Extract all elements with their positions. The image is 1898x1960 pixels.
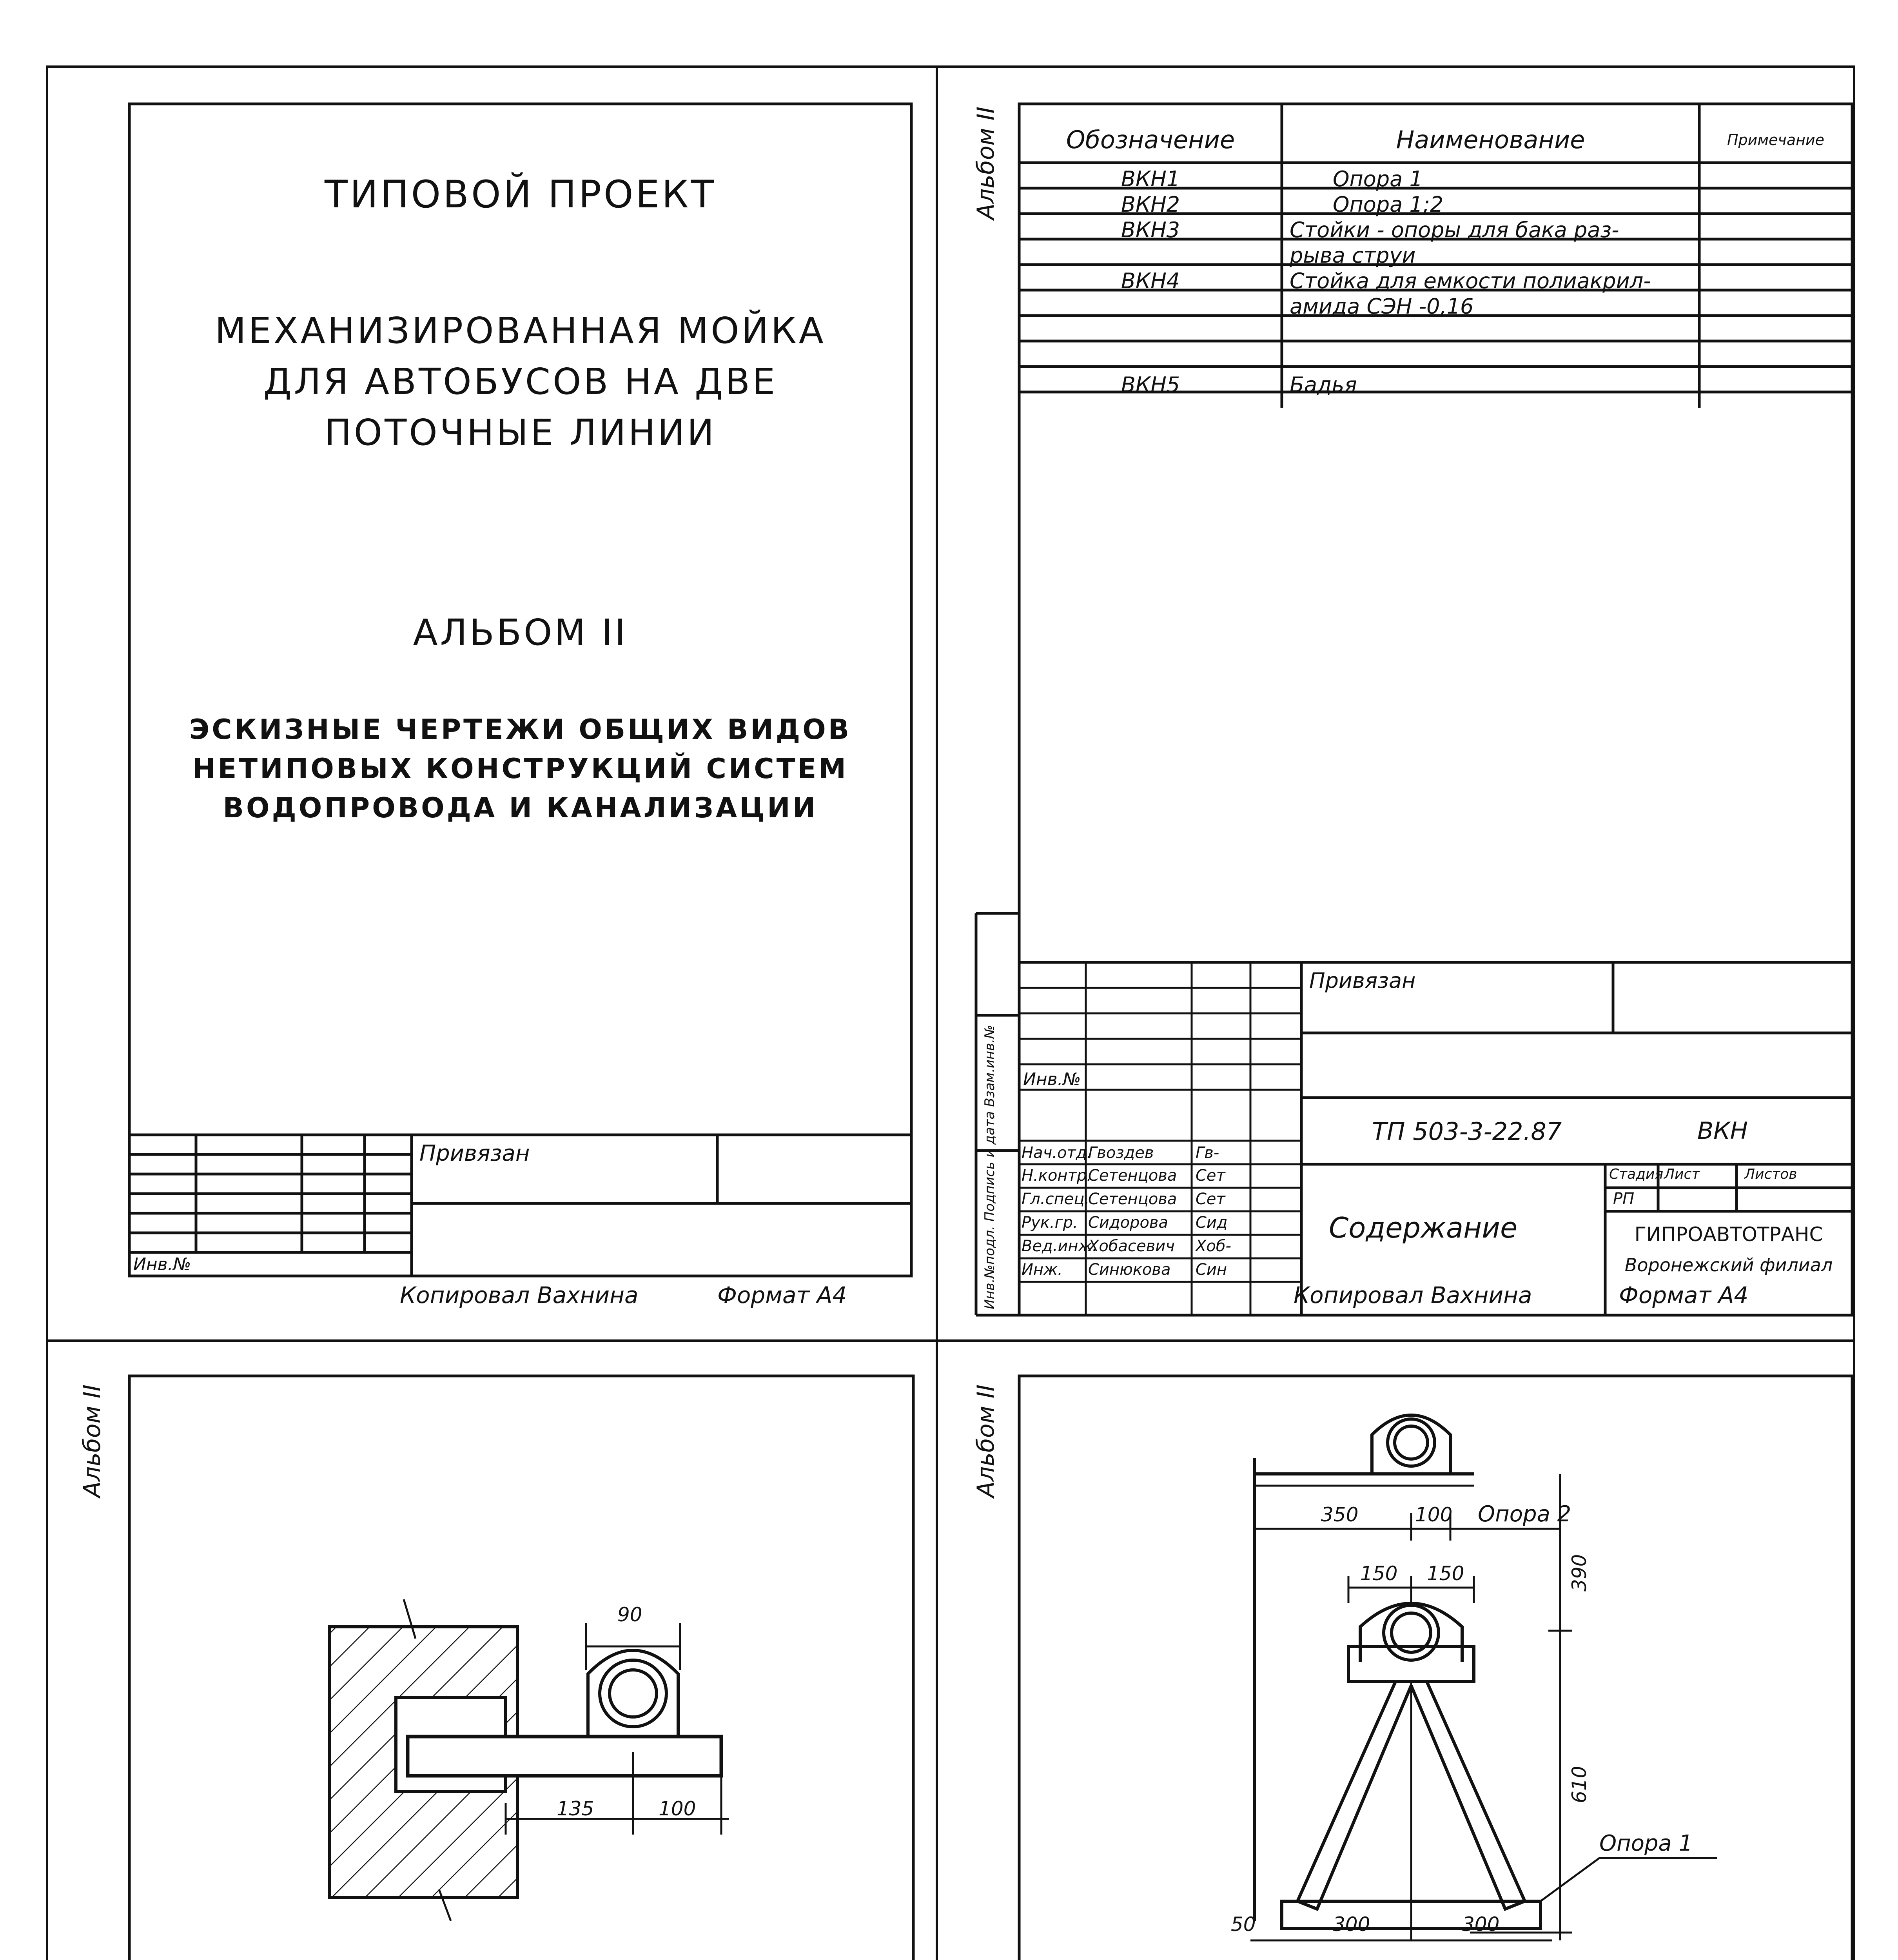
row-code: ВКН5	[1121, 372, 1180, 397]
dimension-300-right: 300	[1462, 1913, 1500, 1936]
privyazan-label: Привязан	[1309, 968, 1416, 993]
role: Н.контр.	[1022, 1167, 1092, 1185]
inventory-number-label: Инв.№	[1023, 1069, 1081, 1089]
document-mark: ВКН	[1697, 1117, 1748, 1145]
dimension-350: 350	[1321, 1503, 1359, 1526]
row-code: ВКН3	[1121, 218, 1180, 242]
album-side-label: Альбом II	[78, 1384, 106, 1497]
organization-name: ГИПРОАВТОТРАНС	[1634, 1223, 1823, 1246]
dimension-300-left: 300	[1333, 1913, 1370, 1936]
signature: Хоб-	[1196, 1237, 1231, 1255]
stage-header: Стадия	[1609, 1166, 1664, 1182]
row-code: ВКН2	[1121, 192, 1180, 217]
row-code: ВКН4	[1121, 269, 1180, 293]
album-description-line-2: НЕТИПОВЫХ КОНСТРУКЦИЙ СИСТЕМ	[192, 753, 848, 785]
organization-branch: Воронежский филиал	[1624, 1254, 1833, 1276]
dimension-150-left: 150	[1360, 1562, 1398, 1585]
album-title: АЛЬБОМ II	[413, 612, 628, 653]
bracket-drawing	[329, 1599, 729, 1921]
stage-value: РП	[1613, 1190, 1635, 1208]
project-type-title: ТИПОВОЙ ПРОЕКТ	[324, 172, 717, 216]
dimension-90: 90	[617, 1603, 642, 1626]
signature: Син	[1196, 1261, 1227, 1279]
dimension-50: 50	[1231, 1913, 1256, 1936]
signature: Гв-	[1196, 1144, 1219, 1162]
dimension-135: 135	[557, 1797, 594, 1820]
album-description-line-1: ЭСКИЗНЫЕ ЧЕРТЕЖИ ОБЩИХ ВИДОВ	[189, 713, 852, 746]
role: Инж.	[1022, 1261, 1063, 1279]
person: Сетенцова	[1088, 1167, 1177, 1185]
col-header-designation: Обозначение	[1066, 125, 1235, 154]
person: Сидорова	[1088, 1214, 1169, 1232]
document-code: ТП 503-3-22.87	[1372, 1117, 1562, 1146]
format-label: Формат А4	[717, 1282, 847, 1308]
role: Гл.спец.	[1022, 1190, 1090, 1208]
signature: Сид	[1196, 1214, 1228, 1232]
role: Нач.отд.	[1022, 1144, 1092, 1162]
role: Вед.инж.	[1022, 1237, 1098, 1255]
stand-drawing	[1250, 1415, 1717, 1940]
role: Рук.гр.	[1022, 1214, 1078, 1232]
privyazan-label: Привязан	[419, 1141, 530, 1166]
row-name: Бадья	[1290, 372, 1357, 397]
label-opora-1: Опора 1	[1599, 1831, 1693, 1856]
signature: Сет	[1196, 1190, 1225, 1208]
row-name: Стойка для емкости полиакрил-	[1290, 269, 1651, 293]
copied-by: Копировал Вахнина	[1294, 1282, 1532, 1308]
album-description-line-3: ВОДОПРОВОДА И КАНАЛИЗАЦИИ	[223, 792, 818, 824]
project-name-line-3: ПОТОЧНЫЕ ЛИНИИ	[324, 412, 717, 454]
row-name: Стойки - опоры для бака раз-	[1290, 218, 1619, 242]
copied-by: Копировал Вахнина	[400, 1282, 639, 1308]
dimension-390: 390	[1568, 1554, 1591, 1592]
person: Гвоздев	[1088, 1144, 1154, 1162]
row-name: Опора 1;2	[1333, 192, 1444, 217]
sheet-title: Содержание	[1329, 1211, 1518, 1244]
dimension-100: 100	[659, 1797, 696, 1820]
row-name: амида СЭН -0,16	[1290, 294, 1474, 319]
col-header-name: Наименование	[1396, 125, 1585, 154]
row-name: рыва струи	[1290, 243, 1416, 268]
person: Сетенцова	[1088, 1190, 1177, 1208]
signature: Сет	[1196, 1167, 1225, 1185]
album-side-label: Альбом II	[972, 106, 1000, 220]
stamp-side-label: Инв.№подл. Подпись и дата Взам.инв.№	[982, 1025, 998, 1309]
format-label: Формат А4	[1619, 1282, 1749, 1308]
label-opora-2: Опора 2	[1478, 1501, 1571, 1527]
dimension-610: 610	[1568, 1766, 1591, 1803]
col-header-note: Примечание	[1727, 131, 1825, 149]
project-name-line-1: МЕХАНИЗИРОВАННАЯ МОЙКА	[215, 310, 826, 352]
album-side-label: Альбом II	[972, 1384, 1000, 1497]
sheet-header: Лист	[1664, 1166, 1700, 1182]
inventory-number-label: Инв.№	[133, 1254, 191, 1274]
dimension-150-right: 150	[1427, 1562, 1464, 1585]
person: Хобасевич	[1088, 1237, 1175, 1255]
dimension-100: 100	[1415, 1503, 1453, 1526]
sheets-header: Листов	[1744, 1166, 1797, 1182]
project-name-line-2: ДЛЯ АВТОБУСОВ НА ДВЕ	[263, 361, 778, 403]
row-name: Опора 1	[1333, 167, 1423, 191]
row-code: ВКН1	[1121, 167, 1180, 191]
person: Синюкова	[1088, 1261, 1171, 1279]
